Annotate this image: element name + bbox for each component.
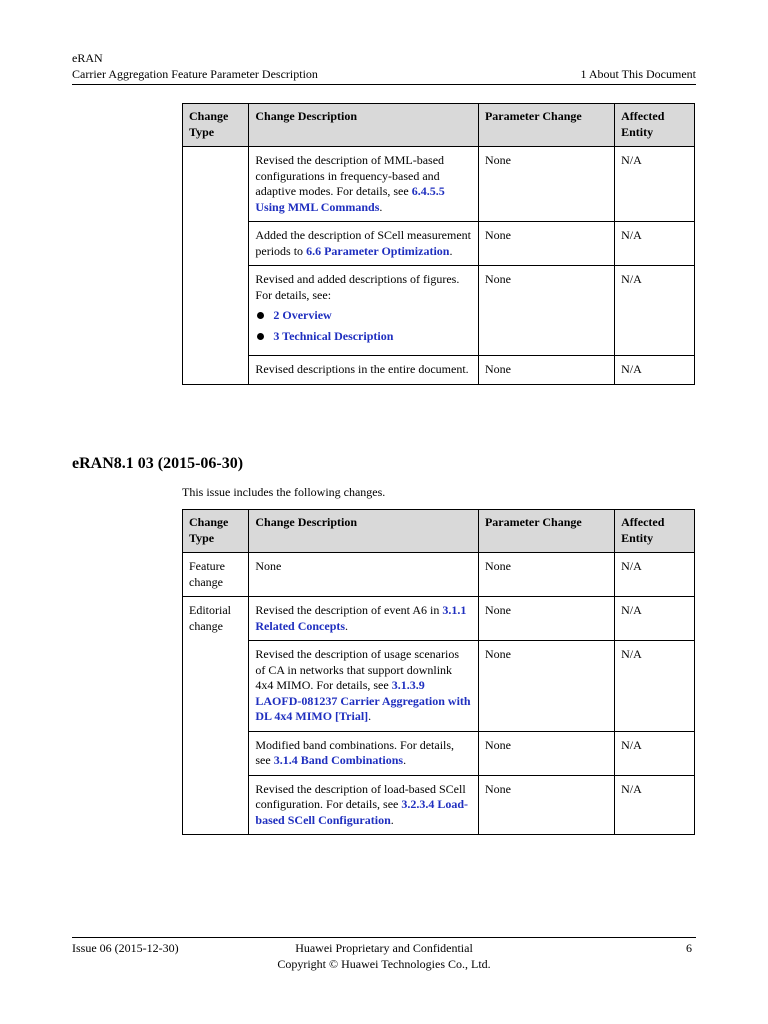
parameter-change-cell: None — [478, 266, 614, 356]
col-header-change-description: Change Description — [249, 510, 479, 553]
change-type-cell — [183, 147, 249, 385]
change-table-2 — [182, 509, 695, 835]
col-header-change-type: Change Type — [183, 104, 249, 147]
page-number: 6 — [686, 941, 692, 955]
change-description-cell: Revised the description of usage scenarios of CA in networks that support downlink 4x4 MIMO. For details, see 3.1.3.9 LAOFD-081237 Carrier Aggregation with DL 4x4 MIMO [Trial]. — [249, 641, 479, 732]
xref-link[interactable]: 3.1.3.9 LAOFD-081237 Carrier Aggregation with DL 4x4 MIMO [Trial] — [255, 678, 471, 723]
header-chapter: 1 About This Document — [580, 67, 696, 81]
col-header-change-type: Change Type — [183, 510, 249, 553]
change-description-cell: Revised the description of event A6 in 3.1.1 Related Concepts. — [249, 597, 479, 641]
parameter-change-cell: None — [478, 553, 614, 597]
xref-link[interactable]: 3.1.1 Related Concepts — [255, 603, 467, 633]
table-row — [183, 553, 695, 597]
footer-copyright: Copyright © Huawei Technologies Co., Ltd. — [277, 957, 491, 971]
affected-entity-cell: N/A — [615, 266, 695, 356]
table-row — [183, 597, 695, 641]
change-description-cell: Added the description of SCell measurement periods to 6.6 Parameter Optimization. — [249, 222, 479, 266]
change-description-cell: Revised descriptions in the entire document. — [249, 356, 479, 385]
bullet-list — [255, 308, 472, 344]
footer-issue: Issue 06 (2015-12-30) — [72, 941, 179, 955]
col-header-affected-entity: Affected Entity — [615, 510, 695, 553]
change-description-cell: Revised and added descriptions of figures. For details, see: 2 Overview 3 Technical Description — [249, 266, 479, 356]
affected-entity-cell: N/A — [615, 147, 695, 222]
affected-entity-cell: N/A — [615, 356, 695, 385]
col-header-parameter-change: Parameter Change — [478, 104, 614, 147]
table-row — [183, 731, 695, 775]
affected-entity-cell: N/A — [615, 731, 695, 775]
affected-entity-cell: N/A — [615, 597, 695, 641]
xref-link[interactable]: 3.2.3.4 Load-based SCell Configuration — [255, 797, 469, 827]
col-header-parameter-change: Parameter Change — [478, 510, 614, 553]
table-row — [183, 775, 695, 835]
parameter-change-cell: None — [478, 775, 614, 835]
parameter-change-cell: None — [478, 641, 614, 732]
parameter-change-cell: None — [478, 731, 614, 775]
table-row — [183, 641, 695, 732]
parameter-change-cell: None — [478, 147, 614, 222]
table-row — [183, 147, 695, 222]
table-row — [183, 356, 695, 385]
parameter-change-cell: None — [478, 356, 614, 385]
section-intro: This issue includes the following changes. — [182, 485, 386, 499]
affected-entity-cell: N/A — [615, 641, 695, 732]
header-product: eRAN — [72, 51, 103, 65]
footer-confidential: Huawei Proprietary and Confidential — [295, 941, 473, 955]
parameter-change-cell: None — [478, 222, 614, 266]
header-doc-title: Carrier Aggregation Feature Parameter Description — [72, 67, 318, 81]
list-item — [255, 329, 472, 345]
table-row — [183, 222, 695, 266]
xref-link[interactable]: 6.4.5.5 Using MML Commands — [255, 184, 445, 214]
affected-entity-cell: N/A — [615, 222, 695, 266]
change-type-cell: Feature change — [183, 553, 249, 597]
xref-link[interactable]: 6.6 Parameter Optimization — [306, 243, 450, 258]
table-header-row — [183, 104, 695, 147]
table-header-row — [183, 510, 695, 553]
change-description-cell: None — [249, 553, 479, 597]
page-header — [72, 50, 696, 82]
table-row — [183, 266, 695, 356]
change-description-cell: Revised the description of MML-based configurations in frequency-based and adaptive modes. For details, see 6.4.5.5 Using MML Commands. — [249, 147, 479, 222]
affected-entity-cell: N/A — [615, 553, 695, 597]
parameter-change-cell: None — [478, 597, 614, 641]
xref-link[interactable]: 2 Overview — [273, 308, 332, 322]
footer-rule — [72, 937, 696, 938]
header-rule — [72, 84, 696, 85]
list-item — [255, 308, 472, 324]
col-header-change-description: Change Description — [249, 104, 479, 147]
col-header-affected-entity: Affected Entity — [615, 104, 695, 147]
change-description-cell: Modified band combinations. For details, see 3.1.4 Band Combinations. — [249, 731, 479, 775]
section-heading: eRAN8.1 03 (2015-06-30) — [72, 455, 244, 472]
xref-link[interactable]: 3.1.4 Band Combinations — [273, 753, 404, 767]
change-table-1 — [182, 103, 695, 385]
change-type-cell: Editorial change — [183, 597, 249, 835]
xref-link[interactable]: 3 Technical Description — [273, 328, 394, 343]
affected-entity-cell: N/A — [615, 775, 695, 835]
change-description-cell: Revised the description of load-based SCell configuration. For details, see 3.2.3.4 Load-based SCell Configuration. — [249, 775, 479, 835]
